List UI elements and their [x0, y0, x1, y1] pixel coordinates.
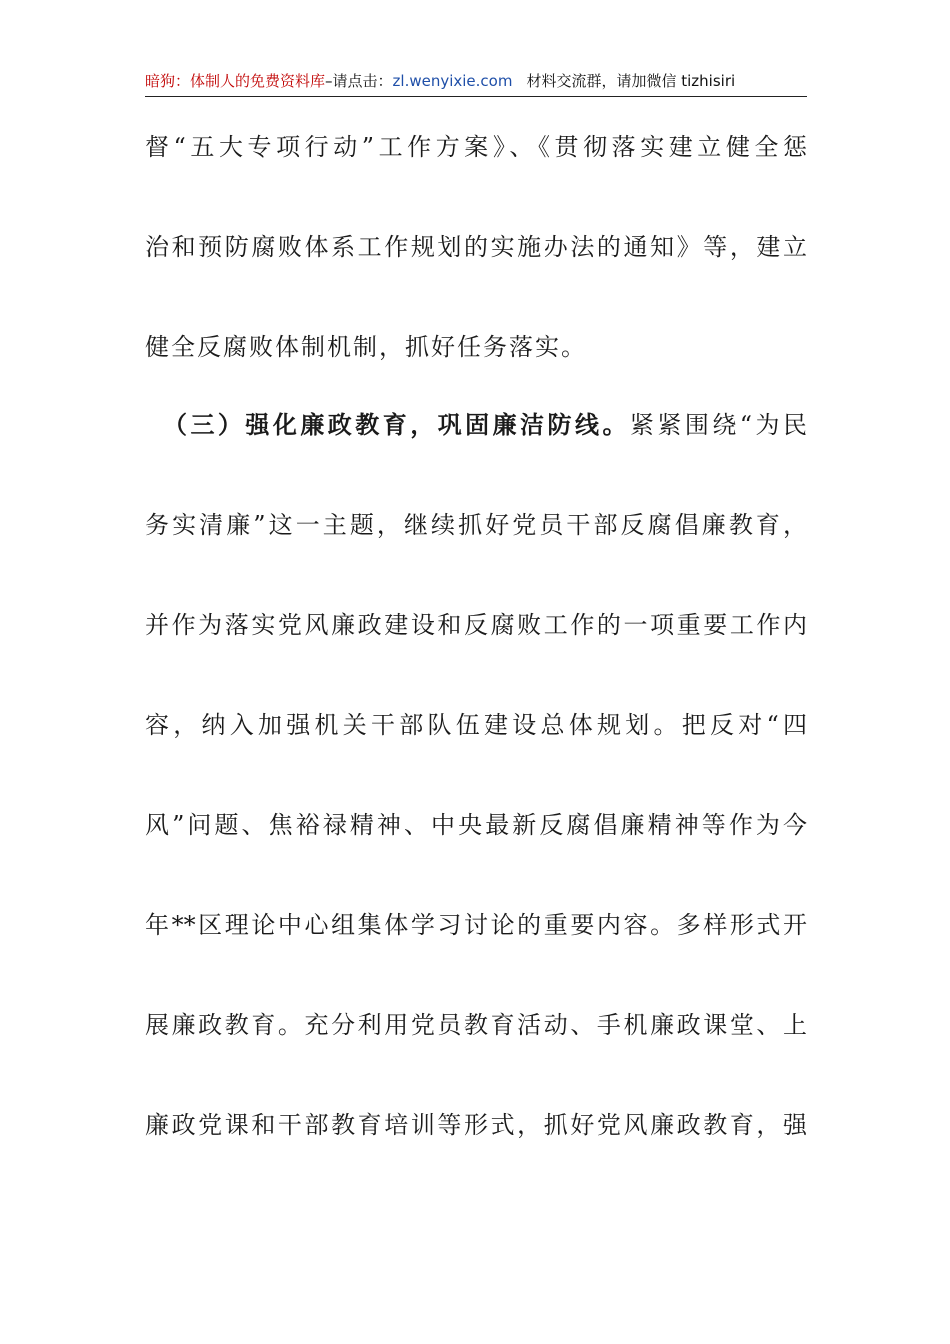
- section-heading: （三）强化廉政教育，巩固廉洁防线。: [163, 410, 630, 439]
- body-line-5: 务实清廉”这一主题，继续抓好党员干部反腐倡廉教育，: [145, 511, 807, 539]
- body-line-1: 督“五大专项行动”工作方案》、《贯彻落实建立健全惩: [145, 133, 807, 161]
- body-line-2: 治和预防腐败体系工作规划的实施办法的通知》等，建立: [145, 233, 807, 261]
- body-line-9: 年**区理论中心组集体学习讨论的重要内容。多样形式开: [145, 911, 807, 939]
- body-line-10: 展廉政教育。充分利用党员教育活动、手机廉政课堂、上: [145, 1011, 807, 1039]
- header-site-link[interactable]: zl.wenyixie.com: [392, 72, 513, 90]
- body-line-11: 廉政党课和干部教育培训等形式，抓好党风廉政教育，强: [145, 1111, 807, 1139]
- body-line-8: 风”问题、焦裕禄精神、中央最新反腐倡廉精神等作为今: [145, 811, 807, 839]
- section-heading-continuation: 紧紧围绕“为民: [629, 411, 807, 439]
- body-line-6: 并作为落实党风廉政建设和反腐败工作的一项重要工作内: [145, 611, 807, 639]
- body-line-7: 容，纳入加强机关干部队伍建设总体规划。把反对“四: [145, 711, 807, 739]
- body-line-3: 健全反腐败体制机制，抓好任务落实。: [145, 333, 587, 361]
- header-source-label: 暗狗：体制人的免费资料库: [145, 72, 326, 90]
- header-click-prompt: –请点击：: [325, 72, 393, 90]
- body-line-4: [145, 410, 807, 440]
- page-header: [145, 70, 807, 97]
- header-wechat-note: 材料交流群，请加微信 tizhisiri: [526, 72, 736, 90]
